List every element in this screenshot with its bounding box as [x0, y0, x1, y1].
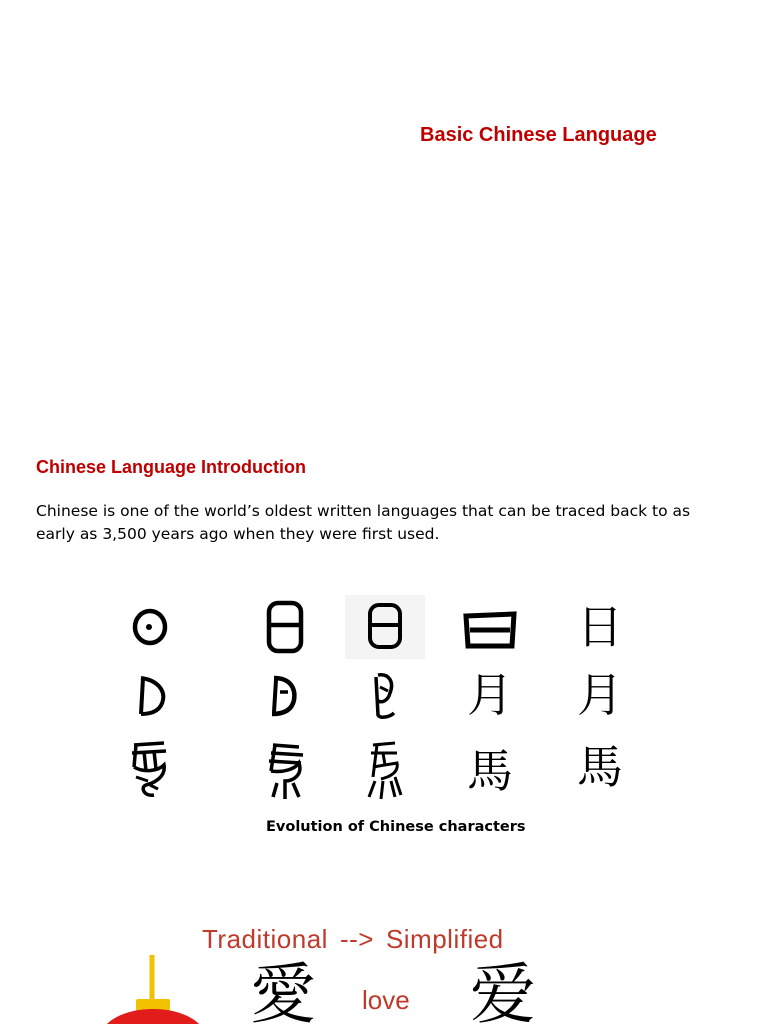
moon-seal-icon	[345, 663, 425, 727]
moon-regular-char: 月	[577, 668, 623, 722]
sun-regular-char: 日	[577, 600, 623, 654]
horse-bronze-icon	[245, 735, 325, 807]
horse-regular-char: 馬	[577, 740, 623, 794]
moon-oracle-bone-icon	[110, 663, 190, 727]
simplified-character: 爱	[470, 956, 536, 1033]
section-heading-introduction: Chinese Language Introduction	[36, 457, 307, 477]
horse-oracle-bone-icon	[110, 735, 190, 807]
sun-oracle-bone-icon	[110, 595, 190, 659]
meaning-label: love	[362, 985, 410, 1015]
traditional-label: Traditional	[202, 924, 328, 954]
lantern-icon	[100, 955, 210, 1024]
character-evolution-figure	[100, 595, 660, 810]
intro-paragraph: Chinese is one of the world’s oldest written languages that can be traced back to as early as 3,500 years ago when they were first used.	[36, 502, 691, 543]
horse-clerical-char: 馬	[467, 744, 513, 798]
simplified-label: Simplified	[385, 924, 504, 954]
page-title: Basic Chinese Language	[420, 124, 657, 146]
sun-seal-icon	[345, 595, 425, 659]
figure-caption: Evolution of Chinese characters	[266, 819, 526, 835]
moon-clerical-char: 月	[467, 668, 513, 722]
moon-bronze-icon	[245, 663, 325, 727]
sun-clerical-icon	[450, 595, 530, 659]
traditional-character: 愛	[250, 956, 316, 1033]
horse-seal-icon	[345, 735, 425, 807]
traditional-simplified-heading	[202, 924, 504, 955]
sun-bronze-icon	[245, 595, 325, 659]
arrow-label: -->	[339, 924, 374, 954]
